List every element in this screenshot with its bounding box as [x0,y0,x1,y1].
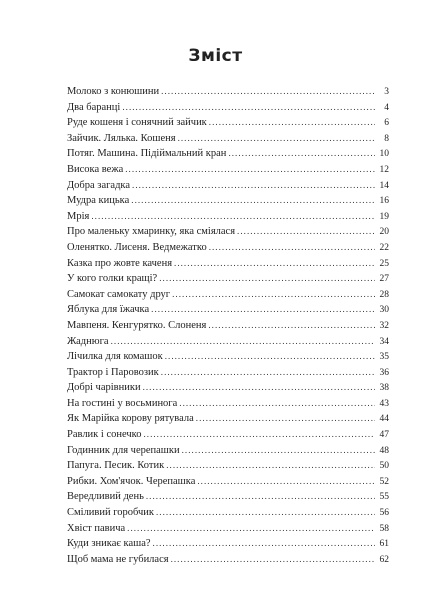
page-title: Зміст [188,46,243,66]
dot-leader [127,521,375,537]
toc-entry [67,365,389,381]
toc-entry-page-number: 6 [384,118,389,129]
dot-leader [161,365,375,381]
toc-entry-page-number: 55 [379,492,389,503]
toc-entry [67,427,389,443]
toc-entry-page-number: 44 [379,414,389,425]
dot-leader [171,552,375,568]
toc-entry-page-number: 16 [379,196,389,207]
toc-entry-page-number: 58 [379,523,389,534]
dot-leader [91,209,375,225]
toc-entry [67,224,389,240]
toc-entry-page-number: 25 [379,258,389,269]
dot-leader [209,115,375,131]
toc-entry-page-number: 52 [379,476,389,487]
dot-leader [179,396,375,412]
toc-entry [67,256,389,272]
toc-entry-title: Щоб мама не губилася [67,553,169,565]
dot-leader [237,224,375,240]
toc-entry-title: Жаднюга [67,335,109,347]
toc-entry-title: Потяг. Машина. Підіймальний кран [67,148,227,160]
toc-entry [67,240,389,256]
dot-leader [197,474,375,490]
dot-leader [159,271,375,287]
toc-entry-title: Як Марійка корову рятувала [67,413,194,425]
toc-entry-title: Яблука для їжачка [67,304,150,316]
toc-entry-title: Оленятко. Лисеня. Ведмежатко [67,241,207,253]
toc-entry-page-number: 22 [379,242,389,253]
toc-entry [67,178,389,194]
toc-entry-title: Хвіст павича [67,522,126,534]
toc-entry-title: Два баранці [67,101,121,113]
toc-entry-page-number: 34 [379,336,389,347]
toc-entry [67,489,389,505]
dot-leader [131,193,375,209]
dot-leader [153,536,375,552]
toc-entry-page-number: 47 [379,430,389,441]
dot-leader [143,427,375,443]
toc-entry-page-number: 14 [379,180,389,191]
toc-entry [67,162,389,178]
toc-entry-title: Добра загадка [67,179,131,191]
toc-entry-page-number: 50 [379,461,389,472]
toc-entry-title: Сміливий горобчик [67,507,154,519]
toc-entry-page-number: 48 [379,445,389,456]
toc-entry [67,302,389,318]
toc-entry [67,100,389,116]
toc-entry [67,84,389,100]
dot-leader [178,131,375,147]
toc-entry-title: Куди зникає каша? [67,538,151,550]
toc-entry-title: Мавпеня. Кенгурятко. Слоненя [67,319,207,331]
toc-entry-page-number: 36 [379,367,389,378]
toc-entry [67,209,389,225]
toc-entry [67,146,389,162]
toc-entry [67,458,389,474]
toc-entry-title: Казка про жовте каченя [67,257,173,269]
dot-leader [125,162,375,178]
dot-leader [165,349,375,365]
dot-leader [166,458,375,474]
toc-entry-page-number: 10 [379,149,389,160]
toc-entry-title: У кого голки кращі? [67,273,158,285]
toc-entry-page-number: 62 [379,554,389,565]
toc-entry-page-number: 43 [379,398,389,409]
toc-entry-title: Лічилка для комашок [67,351,163,363]
toc-entry-page-number: 28 [379,289,389,300]
toc-entry-title: Добрі чарівники [67,382,141,394]
toc-entry-title: Трактор і Паровозик [67,366,159,378]
toc-entry-title: Мудра кицька [67,195,130,207]
toc-entry-page-number: 20 [379,227,389,238]
toc-entry-title: Вередливий день [67,491,144,503]
toc-entry [67,536,389,552]
toc-entry-page-number: 35 [379,352,389,363]
toc-entry-title: Папуга. Песик. Котик [67,460,165,472]
toc-entry-title: Висока вежа [67,163,124,175]
dot-leader [132,178,375,194]
toc-entry [67,318,389,334]
toc-entry [67,349,389,365]
dot-leader [174,256,375,272]
dot-leader [111,334,375,350]
toc-entry-title: На гостині у восьминога [67,397,178,409]
toc-entry [67,443,389,459]
toc-entry [67,411,389,427]
toc-entry [67,271,389,287]
toc-entry-page-number: 12 [379,164,389,175]
toc-entry [67,380,389,396]
toc-entry-title: Годинник для черепашки [67,444,180,456]
toc-entry-page-number: 56 [379,508,389,519]
dot-leader [156,505,375,521]
toc-entry [67,287,389,303]
dot-leader [196,411,375,427]
toc-entry [67,131,389,147]
toc-entry [67,505,389,521]
dot-leader [209,240,375,256]
dot-leader [161,84,375,100]
toc-entry-title: Руде кошеня і сонячний зайчик [67,117,207,129]
toc-entry-title: Равлик і сонечко [67,429,142,441]
toc-entry-title: Рибки. Хом'ячок. Черепашка [67,475,196,487]
dot-leader [122,100,375,116]
toc-entry-page-number: 19 [379,211,389,222]
toc-entry-page-number: 27 [379,274,389,285]
toc-entry-page-number: 4 [384,102,389,113]
toc-entry [67,334,389,350]
toc-entry [67,193,389,209]
toc-entry-page-number: 8 [384,133,389,144]
toc-entry [67,552,389,568]
table-of-contents [67,84,389,567]
toc-entry-page-number: 38 [379,383,389,394]
toc-entry-title: Про маленьку хмаринку, яка сміялася [67,226,236,238]
toc-entry [67,474,389,490]
toc-entry-page-number: 3 [384,87,389,97]
dot-leader [208,318,375,334]
toc-entry-title: Молоко з конюшини [67,86,160,97]
dot-leader [228,146,375,162]
toc-entry-page-number: 30 [379,305,389,316]
toc-entry-page-number: 32 [379,320,389,331]
dot-leader [143,380,375,396]
toc-entry-title: Мрія [67,210,90,222]
toc-entry [67,521,389,537]
dot-leader [151,302,375,318]
toc-entry-page-number: 61 [379,539,389,550]
dot-leader [182,443,375,459]
toc-entry [67,115,389,131]
toc-entry-title: Самокат самокату друг [67,288,171,300]
dot-leader [146,489,375,505]
toc-entry [67,396,389,412]
dot-leader [172,287,375,303]
toc-entry-title: Зайчик. Лялька. Кошеня [67,132,176,144]
